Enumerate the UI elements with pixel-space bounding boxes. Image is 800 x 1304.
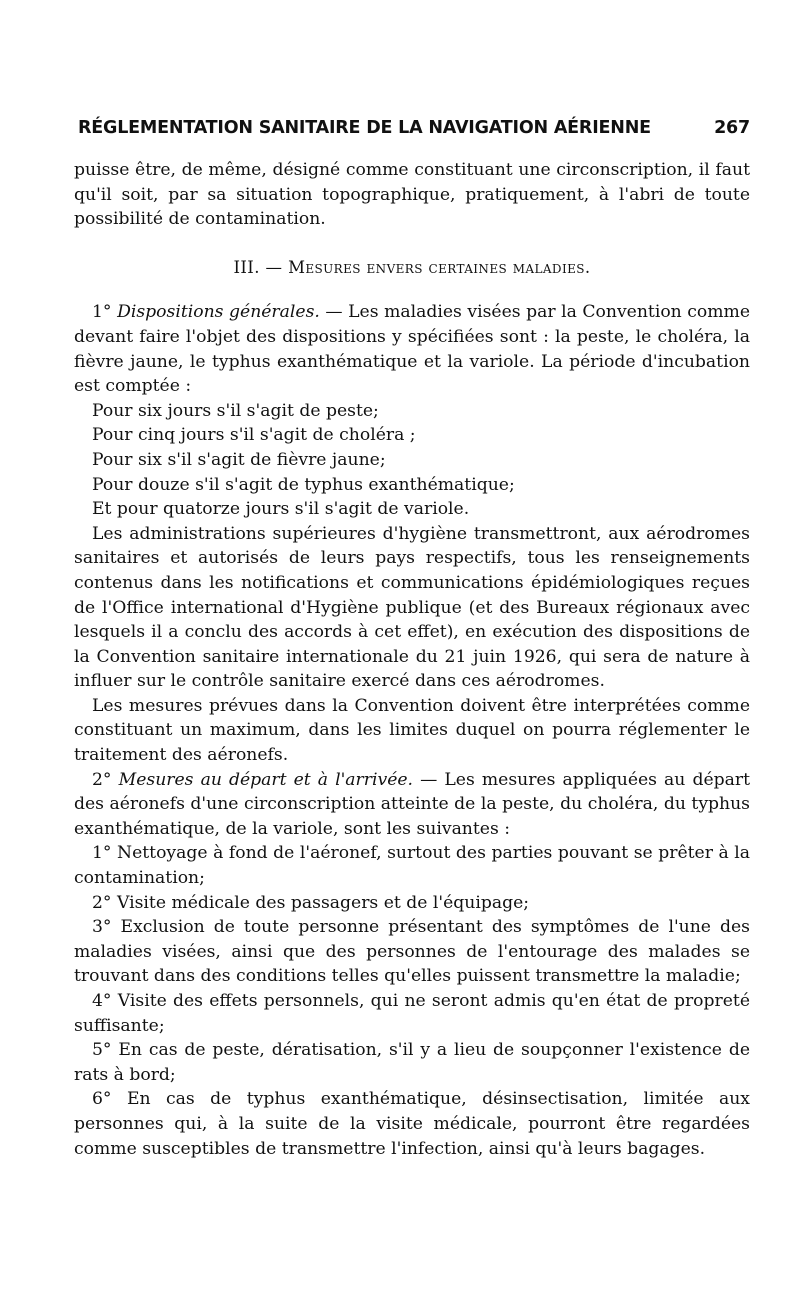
part1-intro-paragraph <box>74 300 750 398</box>
measure-item: 5° En cas de peste, dératisation, s'il y a lieu de soupçonner l'existence de rats à bord; <box>74 1040 750 1085</box>
part2-heading: Mesures au départ et à l'arrivée. <box>118 769 413 790</box>
measures-list <box>74 841 750 1161</box>
opening-paragraph: puisse être, de même, désigné comme constituant une circonscription, il faut qu'il soit, par sa situation topographique, pratiquement, à l'abri de toute possibilité de contamination. <box>74 160 750 230</box>
measures-paragraph: Les mesures prévues dans la Convention doivent être interprétées comme constituant un maximum, dans les limites duquel on pourra réglementer le traitement des aéronefs. <box>74 695 750 766</box>
measure-item: 2° Visite médicale des passagers et de l'équipage; <box>92 892 530 913</box>
measure-item: 4° Visite des effets personnels, qui ne seront admis qu'en état de propreté suffisante; <box>74 991 750 1036</box>
body-text <box>74 158 750 1161</box>
admin-paragraph: Les administrations supérieures d'hygiène transmettront, aux aérodromes sanitaires et autorisés de leurs pays respectifs, tous les renseignements contenus dans les notifications et communications épidémiologiques reçues de l'Office international d'Hygiène publique (et des Bureaux régionaux avec lesquels il a conclu des accords à cet effet), en exécution des dispositions de la Convention sanitaire internationale du 21 juin 1926, qui sera de nature à influer sur le contrôle sanitaire exercé dans ces aérodromes. <box>74 523 750 692</box>
section-heading <box>74 256 750 281</box>
part2-number: 2° <box>92 769 112 790</box>
measure-item: 6° En cas de typhus exanthématique, désinsectisation, limitée aux personnes qui, à la suite de la visite médicale, pourront être regardées comme susceptibles de transmettre l'infection, ainsi qu'à leurs bagages. <box>74 1089 750 1159</box>
incubation-item: Pour cinq jours s'il s'agit de choléra ; <box>92 425 416 446</box>
incubation-item: Pour douze s'il s'agit de typhus exanthématique; <box>92 474 515 495</box>
section-title: Mesures envers certaines maladies. <box>288 257 591 277</box>
section-numeral: III. — <box>233 257 283 277</box>
incubation-item: Et pour quatorze jours s'il s'agit de variole. <box>92 499 470 520</box>
part1-heading: Dispositions générales. <box>117 302 320 323</box>
part1-intro: — Les maladies visées par la Convention comme devant faire l'objet des dispositions y spécifiées sont : la peste, le choléra, la fièvre jaune, le typhus exanthématique et la variole. La période d'incubation est comptée : <box>74 302 751 397</box>
book-page <box>74 118 750 1161</box>
part1-number: 1° <box>92 302 112 323</box>
measure-item: 3° Exclusion de toute personne présentant des symptômes de l'une des maladies visées, ainsi que des personnes de l'entourage des malades se trouvant dans des conditions telles qu'elles puissent transmettre la maladie; <box>74 917 750 987</box>
measure-item: 1° Nettoyage à fond de l'aéronef, surtout des parties pouvant se prêter à la contamination; <box>74 843 750 889</box>
running-head-title: RÉGLEMENTATION SANITAIRE DE LA NAVIGATION AÉRIENNE <box>78 118 651 138</box>
part2-intro: — Les mesures appliquées au départ des aéronefs d'une circonscription atteinte de la peste, du choléra, du typhus exanthématique, de la variole, sont les suivantes : <box>74 769 751 839</box>
running-head <box>78 118 750 138</box>
part2-intro-paragraph <box>74 768 750 842</box>
page-number: 267 <box>714 118 750 138</box>
incubation-item: Pour six s'il s'agit de fièvre jaune; <box>92 449 386 470</box>
incubation-list <box>74 399 750 522</box>
incubation-item: Pour six jours s'il s'agit de peste; <box>92 400 379 421</box>
